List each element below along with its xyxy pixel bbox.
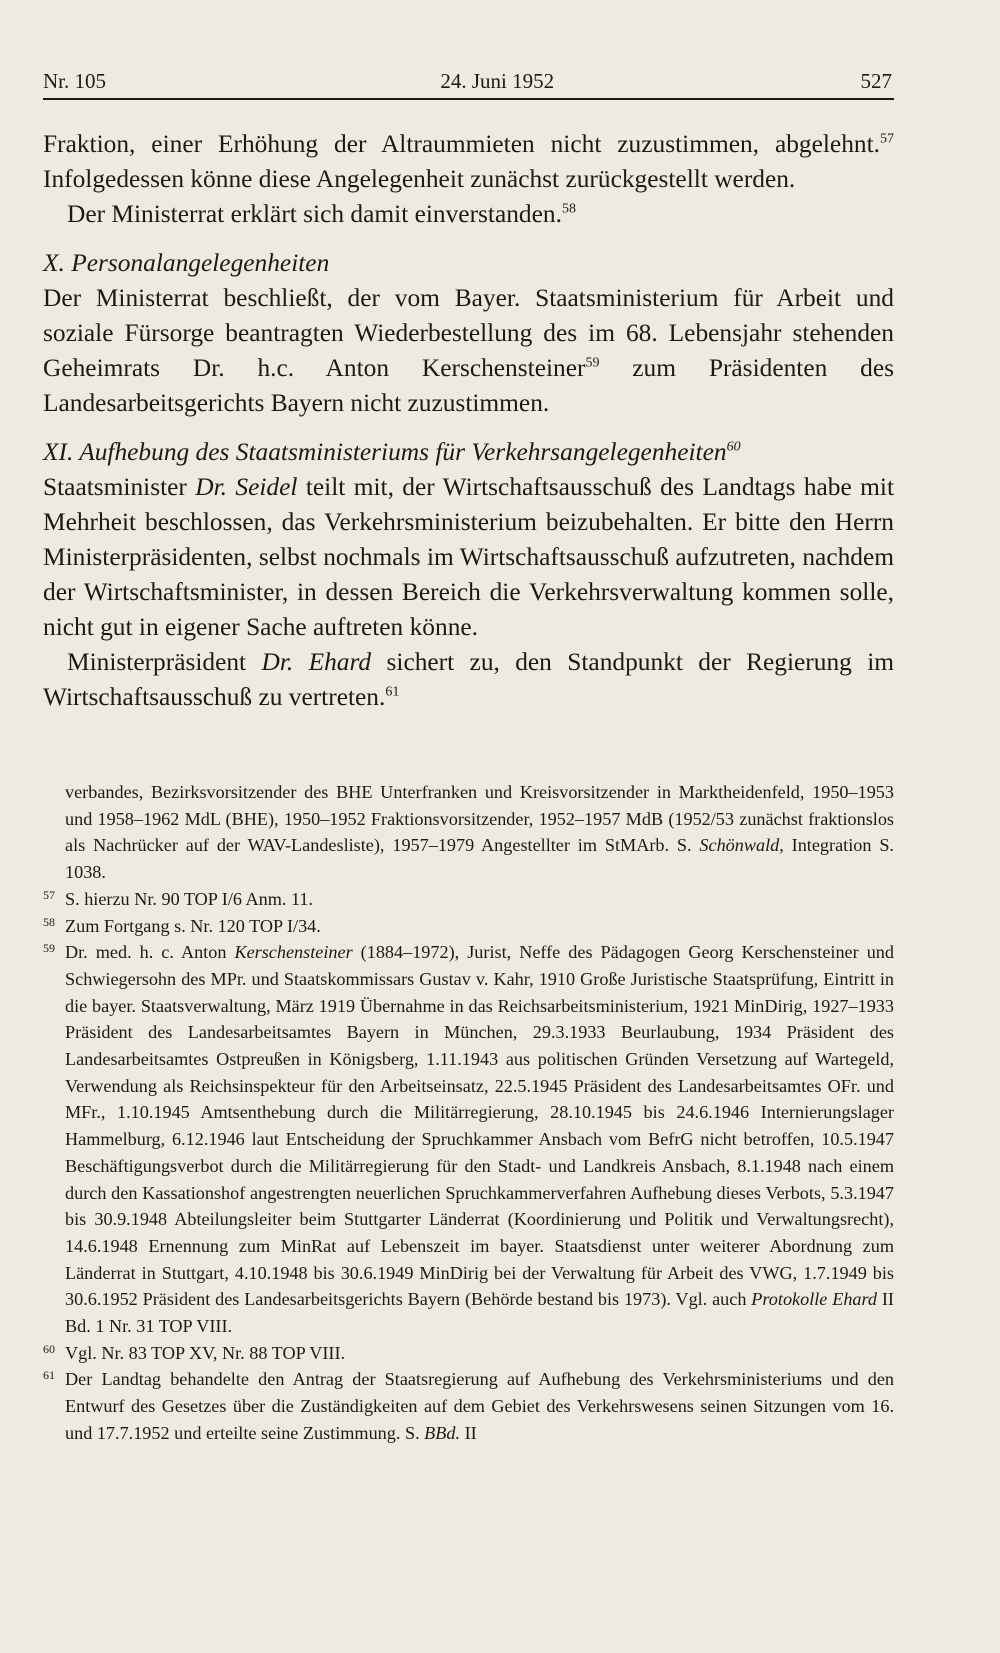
footnote-ref[interactable]: 58: [561, 201, 576, 217]
section-heading: X. Personalangelegenheiten: [43, 249, 330, 277]
paragraph: Staatsminister Dr. Seidel teilt mit, der Wirtschaftsausschuß des Landtags habe mit Mehrheit beschlossen, das Verkehrsministerium beizubehalten. Er bitte den Herrn Ministerpräsidenten, selbst nochmals im Wirtschaftsausschuß aufzutreten, nachdem der Wirtschaftsminister, in dessen Bereich die Verkehrsverwaltung kommen solle, nicht gut in eigener Sache auftreten könne.: [43, 473, 895, 641]
footnote-59: 59 Dr. med. h. c. Anton Kerschensteiner (1884–1972), Jurist, Neffe des Pädagogen Georg Kerschensteiner und Schwiegersohn des MPr. und Staatskommissars Gustav v. Kahr, 1910 Große Juristische Staatsprüfung, Eintritt in die bayer. Staatsverwaltung, März 1919 Übernahme in das Reichsarbeitsministerium, 1921 MinDirig, 1927–1933 Präsident des Landesarbeitsamtes Bayern in München, 29.3.1933 Beurlaubung, 1934 Präsident des Landesarbeitsamtes Ostpreußen in Königsberg, 1.11.1943 aus politischen Gründen Versetzung auf Wartegeld, Verwendung als Reichsinspekteur für den Arbeitseinsatz, 22.5.1945 Präsident des Landesarbeitsamtes OFr. und MFr., 1.10.1945 Amtsenthebung durch die Militärregierung, 28.10.1945 bis 24.6.1946 Internierungslager Hammelburg, 6.12.1946 laut Entscheidung der Spruchkammer Ansbach vom BefrG nicht betroffen, 10.5.1947 Beschäftigungsverbot durch die Militärregierung für den Stadt- und Landkreis Ansbach, 8.1.1948 nach einem durch den Kassationshof angestrengten neuerlichen Spruchkammerverfahren Aufhebung dieses Verbots, 5.3.1947 bis 30.9.1948 Abteilungsleiter beim Stuttgarter Länderrat (Koordinierung und Politik und Verwaltungsrecht), 14.6.1948 Ernennung zum MinRat auf Lebenszeit im bayer. Staatsdienst unter weiterer Abordnung zum Länderrat in Stuttgart, 4.10.1948 bis 30.6.1949 MinDirig bei der Verwaltung für Arbeit des VWG, 1.7.1949 bis 30.6.1952 Präsident des Landesarbeitsgerichts Bayern (Behörde bestand bis 1973). Vgl. auch Protokolle Ehard II Bd. 1 Nr. 31 TOP VIII.: [43, 939, 894, 1340]
footnote-58: 58 Zum Fortgang s. Nr. 120 TOP I/34.: [43, 913, 894, 940]
footnote-number: 58: [43, 914, 55, 929]
person-name: Dr. Seidel: [195, 473, 298, 501]
main-text: [43, 127, 894, 715]
footnote-60: 60 Vgl. Nr. 83 TOP XV, Nr. 88 TOP VIII.: [43, 1340, 894, 1367]
document-number: Nr. 105: [43, 69, 106, 93]
footnote-number: 57: [43, 887, 55, 902]
footnote-number: 61: [43, 1368, 55, 1383]
paragraph: Ministerpräsident Dr. Ehard sichert zu, den Standpunkt der Regierung im Wirtschaftsausschuß zu vertreten.$^{61}$: [43, 648, 894, 711]
footnote-ref[interactable]: 57: [880, 131, 894, 147]
footnote-number: 60: [43, 1341, 55, 1356]
footnote-ref[interactable]: 61: [385, 684, 400, 700]
footnotes: [43, 779, 894, 1447]
page-header: [43, 68, 894, 100]
paragraph: Der Ministerrat beschließt, der vom Bayer. Staatsministerium für Arbeit und soziale Fürsorge beantragten Wiederbestellung des im 68. Lebensjahr stehenden Geheimrats Dr. h.c. Anton Kerschensteiner$^{59}$ zum Präsidenten des Landesarbeitsgerichts Bayern nicht zuzustimmen.: [43, 284, 894, 417]
footnote-continuation: verbandes, Bezirksvorsitzender des BHE Unterfranken und Kreisvorsitzender in Marktheidenfeld, 1950–1953 und 1958–1962 MdL (BHE), 1950–1952 Fraktionsvorsitzender, 1952–1957 MdB (1952/53 zunächst fraktionslos als Nachrücker auf der WAV-Landesliste), 1957–1979 Angestellter im StMArb. S. Schönwald, Integration S. 1038.: [65, 782, 894, 883]
paragraph: Der Ministerrat erklärt sich damit einverstanden.$^{58}$: [67, 200, 576, 228]
footnote-57: 57 S. hierzu Nr. 90 TOP I/6 Anm. 11.: [43, 886, 894, 913]
footnote-61: 61 Der Landtag behandelte den Antrag der Staatsregierung auf Aufhebung des Verkehrsministeriums und den Entwurf des Gesetzes über die Zuständigkeiten auf dem Gebiet des Verkehrswesens seinen Sitzungen vom 16. und 17.7.1952 und erteilte seine Zustimmung. S. BBd. II: [43, 1366, 894, 1446]
header-date: 24. Juni 1952: [440, 69, 555, 93]
footnote-number: 59: [43, 941, 55, 956]
person-name: Dr. Ehard: [261, 648, 372, 676]
footnote-ref[interactable]: 59: [585, 355, 600, 371]
footnote-ref[interactable]: 60: [726, 439, 741, 455]
section-heading: XI. Aufhebung des Staatsministeriums für Verkehrsangelegenheiten$^{60}$: [43, 438, 741, 466]
page-number: 527: [860, 69, 892, 93]
paragraph: Fraktion, einer Erhöhung der Altraummieten nicht zuzustimmen, abgelehnt.$^{57}$ Infolgedessen könne diese Angelegenheit zunächst zurückgestellt werden.: [43, 130, 894, 193]
